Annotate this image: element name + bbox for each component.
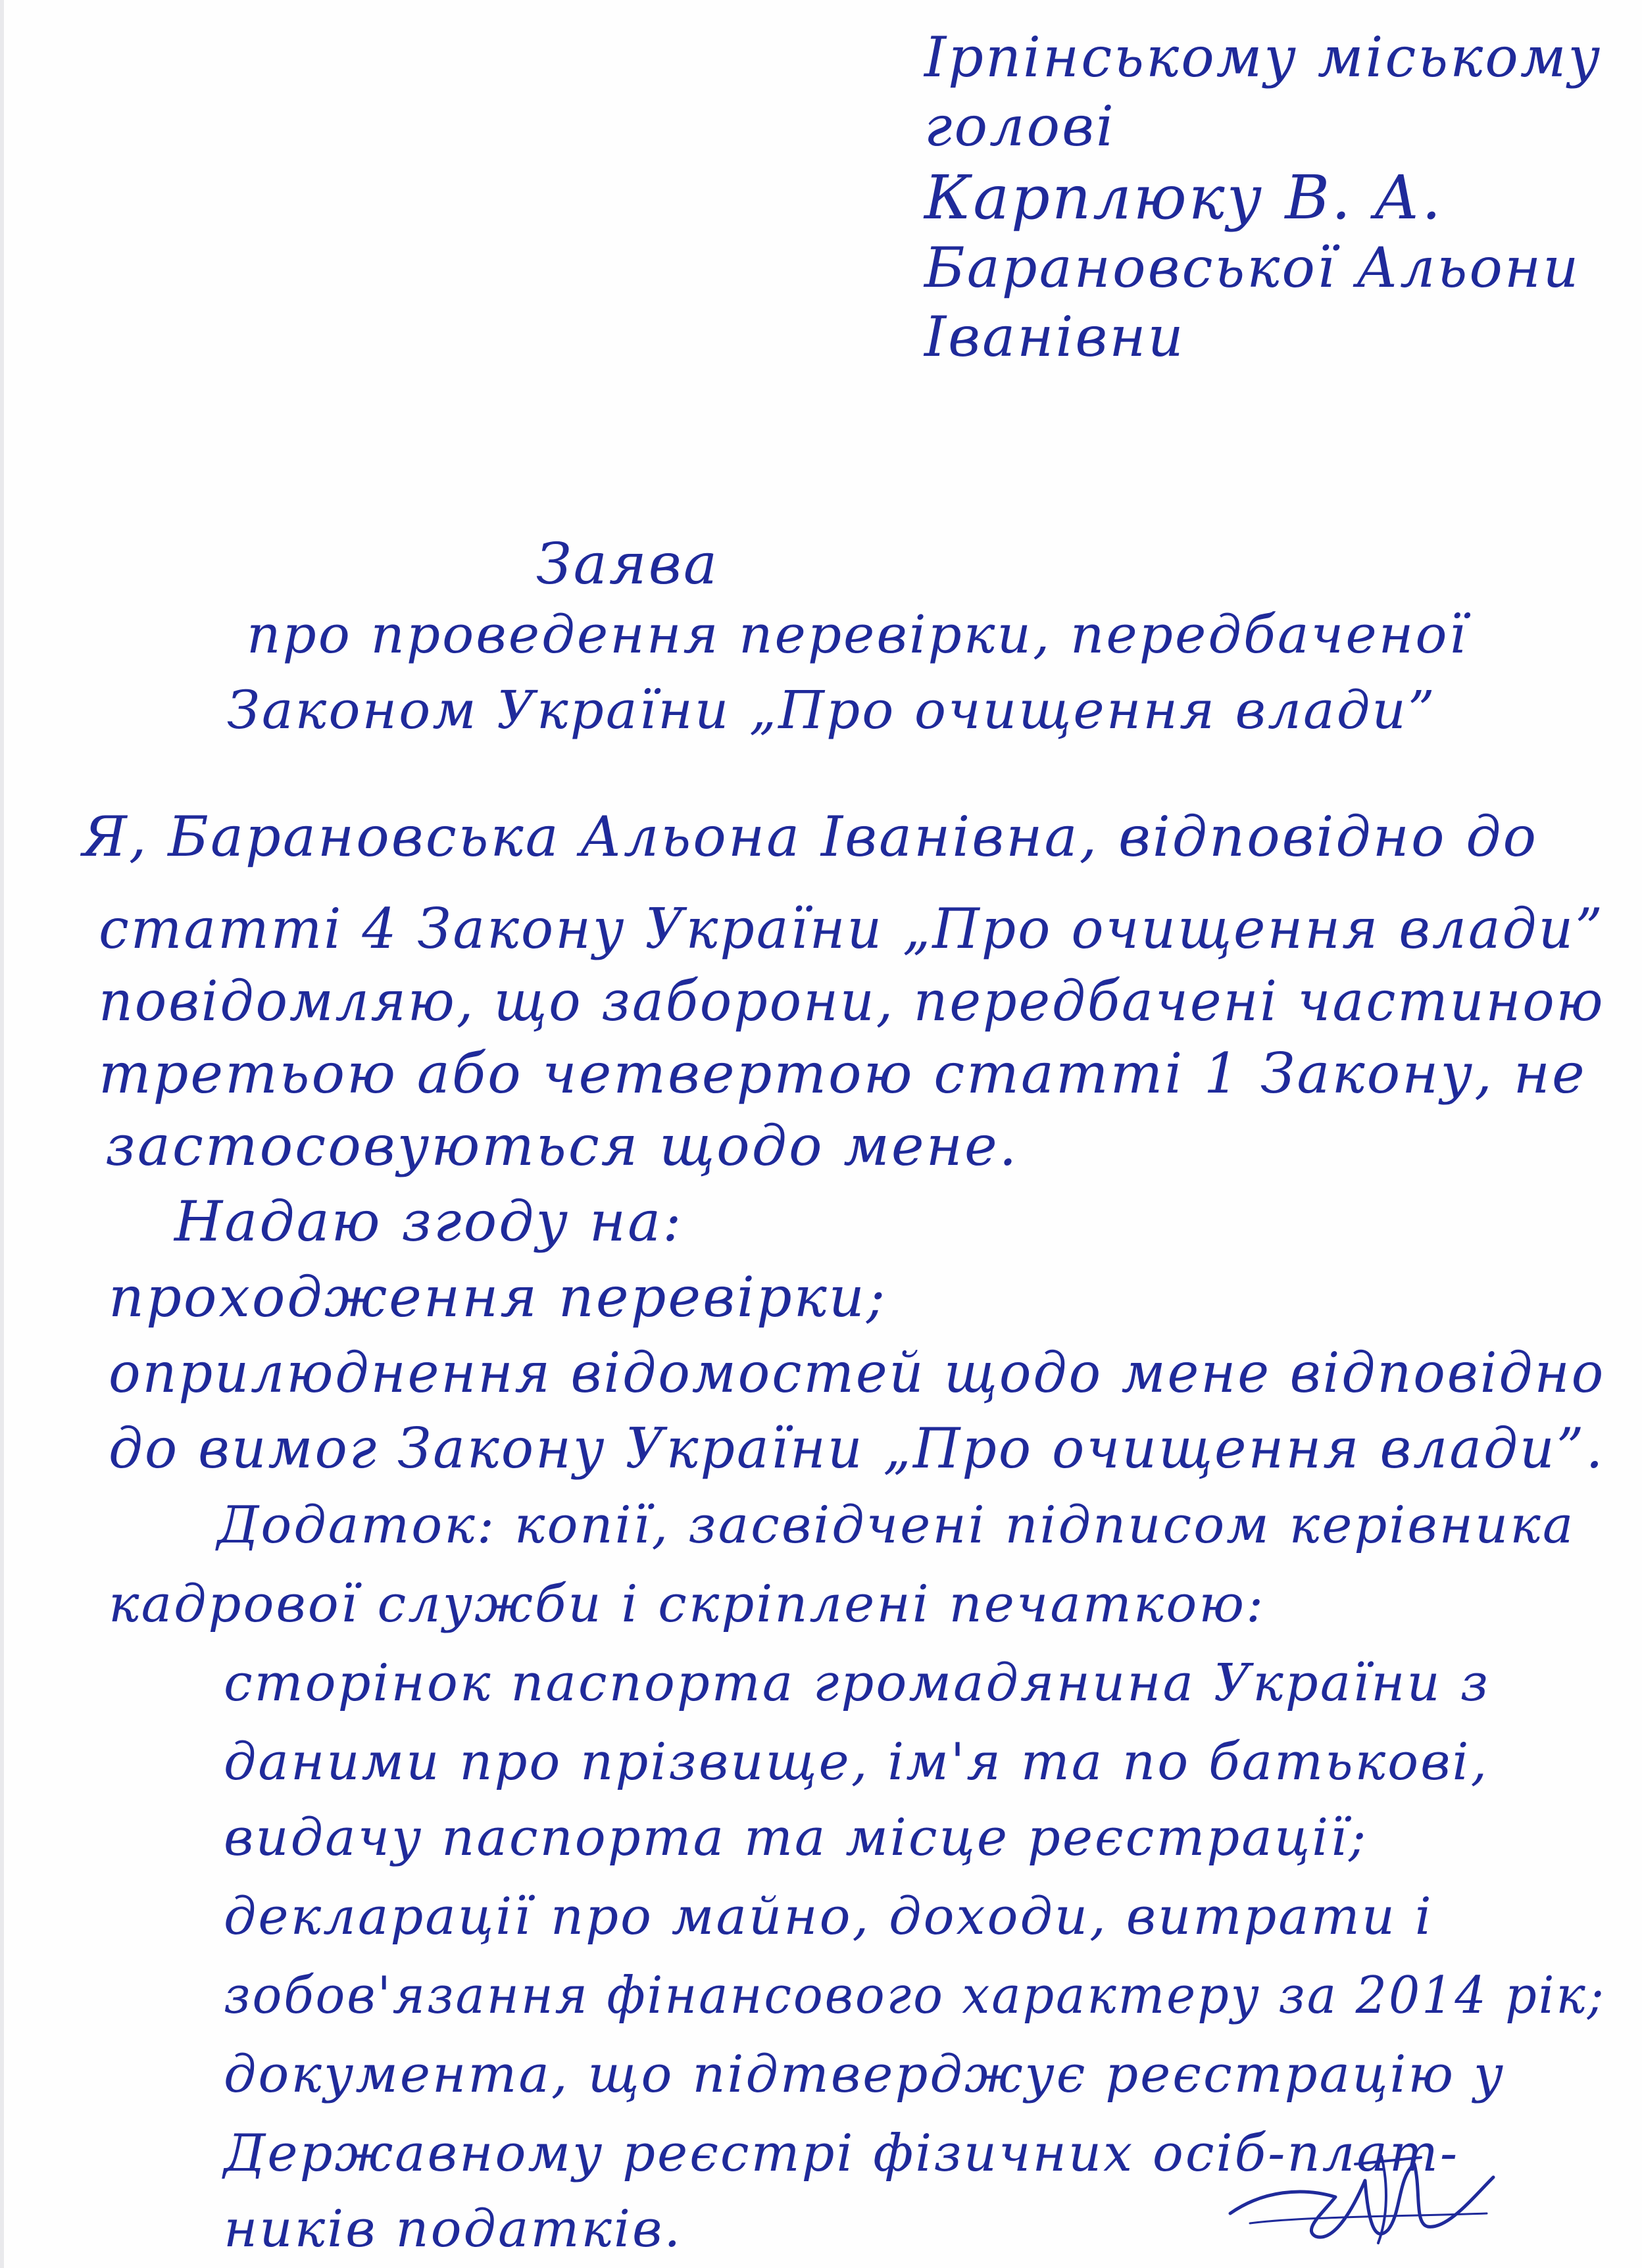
attachment-line-7: зобов'язання фінансового характеру за 2014 рік; — [224, 1966, 1606, 2025]
addressee-line-4: Барановської Альони — [924, 235, 1581, 300]
addressee-line-5: Іванівни — [924, 305, 1185, 369]
attachment-line-1: Додаток: копії, засвідчені підписом керівника — [217, 1496, 1576, 1555]
attachment-line-5: видачу паспорта та місце реєстрації; — [224, 1808, 1368, 1867]
body-line-4: третьою або четвертою статті 1 Закону, не — [99, 1041, 1587, 1106]
body-line-1: Я, Барановська Альона Іванівна, відповідно до — [82, 804, 1539, 869]
attachment-line-8: документа, що підтверджує реєстрацію у — [224, 2045, 1506, 2104]
body-line-2: статті 4 Закону України „Про очищення влади” — [99, 897, 1605, 961]
body-line-3: повідомляю, що заборони, передбачені частиною — [99, 969, 1605, 1033]
body-line-5: застосовуються щодо мене. — [105, 1114, 1019, 1178]
signature-icon — [1224, 2151, 1500, 2250]
addressee-line-2: голові — [924, 94, 1116, 159]
attachment-line-10: ників податків. — [224, 2200, 683, 2259]
attachment-line-3: сторінок паспорта громадянина України з — [224, 1654, 1491, 1713]
addressee-line-1: Ірпінському міському — [924, 25, 1603, 89]
document-subtitle-line-2: Законом України „Про очищення влади” — [227, 679, 1437, 741]
scan-edge-shadow — [0, 0, 4, 2268]
document-heading: Заява — [536, 531, 720, 597]
body-line-9: до вимог Закону України „Про очищення влади”. — [109, 1416, 1605, 1481]
attachment-line-6: декларації про майно, доходи, витрати і — [224, 1887, 1433, 1946]
body-line-8: оприлюднення відомостей щодо мене відповідно — [109, 1341, 1606, 1405]
document-subtitle-line-1: про проведення перевірки, передбаченої — [247, 604, 1468, 665]
body-line-6: Надаю згоду на: — [174, 1189, 684, 1254]
attachment-line-2: кадрової служби і скріплені печаткою: — [109, 1575, 1266, 1634]
attachment-line-4: даними про прізвище, ім'я та по батькові, — [224, 1733, 1489, 1792]
attachment-line-9: Державному реєстрі фізичних осіб-плат- — [224, 2124, 1460, 2183]
body-line-7: проходження перевірки; — [109, 1265, 887, 1329]
addressee-line-3: Карплюку В. А. — [924, 162, 1443, 233]
